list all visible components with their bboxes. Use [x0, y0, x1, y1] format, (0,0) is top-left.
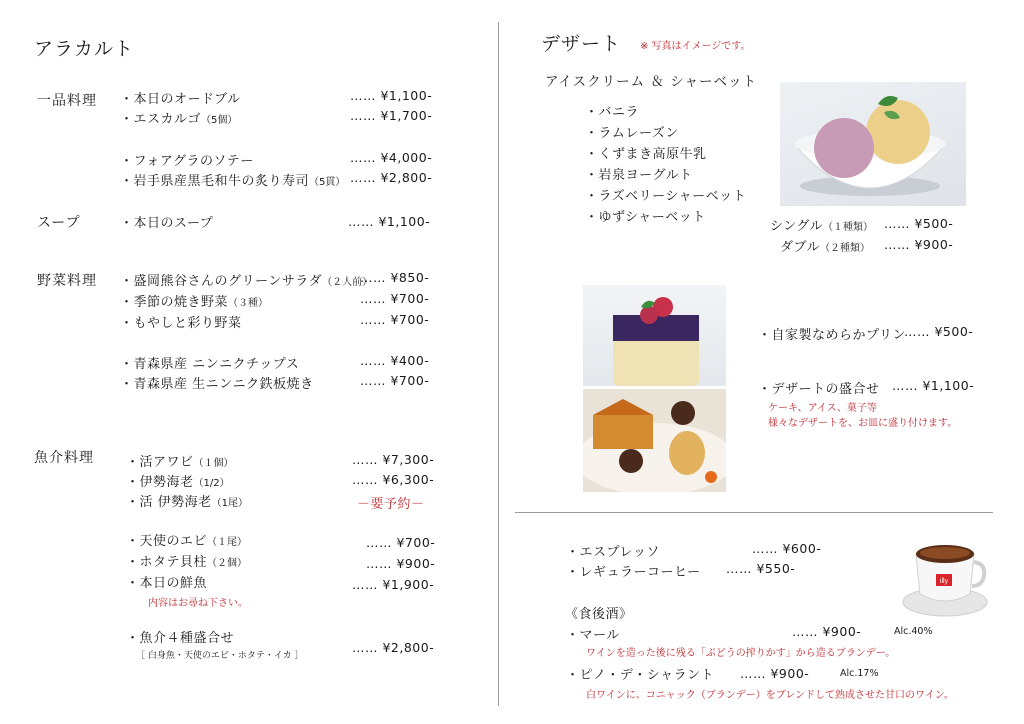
menu-price: …… ¥900- [366, 556, 436, 571]
menu-item: ・活 伊勢海老（1尾） [126, 495, 249, 510]
coffee-price: …… ¥550- [726, 561, 796, 576]
assort-price: …… ¥1,100- [892, 378, 975, 393]
double-price: …… ¥900- [884, 237, 954, 252]
ice-cream-photo [780, 82, 966, 206]
ice-cream-bowl-icon [780, 82, 966, 206]
menu-item: ・伊勢海老（1/2） [126, 475, 230, 490]
menu-item: ・天使のエビ（１尾） [126, 534, 248, 549]
pudding-photo [583, 285, 726, 386]
flavor-item: ・くずまき高原牛乳 [585, 147, 707, 162]
menu-item: ・もやしと彩り野菜 [120, 316, 242, 331]
menu-item: ・エスカルゴ（5個） [120, 112, 238, 127]
photo-note: ※ 写真はイメージです。 [640, 41, 751, 52]
dessert-plate-icon [583, 389, 726, 492]
assort-item: ・デザートの盛合せ [758, 382, 880, 397]
menu-price: …… ¥700- [366, 535, 436, 550]
flavor-item: ・バニラ [585, 105, 640, 120]
dessert-plate-photo [583, 389, 726, 492]
pudding-glass-icon [583, 285, 726, 386]
menu-item: ・本日の鮮魚 [126, 576, 208, 591]
menu-price: …… ¥700- [360, 312, 430, 327]
coffee-item: ・レギュラーコーヒー [566, 565, 701, 580]
pineau-item: ・ピノ・デ・シャラント [566, 668, 715, 683]
menu-price: …… ¥700- [360, 291, 430, 306]
pudding-item: ・自家製なめらかプリン [758, 328, 906, 343]
menu-item: ・本日のスープ [120, 216, 214, 231]
marc-price: …… ¥900- [792, 624, 862, 639]
pineau-price: …… ¥900- [740, 666, 810, 681]
menu-price: …… ¥1,100- [350, 88, 433, 103]
digestif-heading: 《食後酒》 [565, 607, 633, 622]
marc-item: ・マール [566, 628, 620, 643]
drinks-divider [515, 512, 993, 513]
espresso-cup-icon [900, 532, 990, 622]
menu-item: ・本日のオードブル [120, 92, 241, 107]
illy-logo: illy [939, 578, 949, 585]
marc-alc: Alc.40% [894, 626, 933, 637]
dessert-title: デザート [541, 33, 622, 55]
pineau-note: 白ワインに、コニャック（ブランデー）をブレンドして熟成させた甘口のワイン。 [586, 690, 954, 701]
assort-note-2: 様々なデザートを、お皿に盛り付けます。 [768, 418, 958, 429]
menu-price: …… ¥850- [360, 270, 430, 285]
menu-item: ・ホタテ貝柱（２個） [126, 555, 248, 570]
menu-item: ・岩手県産黒毛和牛の炙り寿司（5貫） [120, 174, 346, 189]
menu-price: …… ¥4,000- [350, 150, 433, 165]
double-size: ダブル（２種類） [780, 240, 870, 255]
mix-note: ［ 白身魚・天使のエビ・ホタテ・イカ ］ [136, 651, 304, 661]
flavor-item: ・岩泉ヨーグルト [585, 168, 693, 183]
fish-note: 内容はお尋ね下さい。 [148, 598, 248, 609]
assort-note-1: ケーキ、アイス、菓子等 [768, 403, 877, 414]
category-gyokai: 魚介料理 [34, 450, 94, 466]
menu-item: ・季節の焼き野菜（３種） [120, 295, 269, 310]
menu-price: …… ¥7,300- [352, 452, 435, 467]
alacarte-title: アラカルト [34, 38, 135, 60]
pineau-alc: Alc.17% [840, 668, 879, 679]
category-ippin: 一品料理 [37, 93, 97, 109]
menu-price: …… ¥400- [360, 353, 430, 368]
single-price: …… ¥500- [884, 216, 954, 231]
espresso-price: …… ¥600- [752, 541, 822, 556]
flavor-item: ・ラムレーズン [585, 126, 679, 141]
single-size: シングル（１種類） [770, 219, 874, 234]
menu-item: ・フォアグラのソテー [120, 154, 254, 169]
espresso-item: ・エスプレッソ [566, 545, 660, 560]
reservation-required-note: －要予約－ [357, 497, 425, 512]
menu-price: …… ¥2,800- [350, 170, 433, 185]
category-yasai: 野菜料理 [37, 273, 97, 289]
menu-price: …… ¥1,700- [350, 108, 433, 123]
menu-item: ・盛岡熊谷さんのグリーンサラダ（２人前） [120, 274, 373, 289]
flavor-item: ・ラズベリーシャーベット [585, 189, 747, 204]
center-divider [498, 22, 499, 706]
menu-price: …… ¥1,900- [352, 577, 435, 592]
coffee-photo [900, 532, 990, 622]
pudding-price: …… ¥500- [904, 324, 974, 339]
flavor-item: ・ゆずシャーベット [585, 210, 706, 225]
menu-item: ・青森県産 ニンニクチップス [120, 357, 300, 372]
marc-note: ワインを造った後に残る「ぶどうの搾りかす」から造るブランデー。 [586, 648, 896, 659]
menu-price: …… ¥2,800- [352, 640, 435, 655]
ice-heading: アイスクリーム ＆ シャーベット [545, 74, 757, 90]
category-soup: スープ [37, 215, 81, 231]
menu-price: …… ¥1,100- [348, 214, 431, 229]
menu-price: …… ¥6,300- [352, 472, 435, 487]
menu-price: …… ¥700- [360, 373, 430, 388]
menu-item: ・活アワビ（１個） [126, 455, 234, 470]
menu-item: ・魚介４種盛合せ [126, 631, 235, 646]
menu-item: ・青森県産 生ニンニク鉄板焼き [120, 377, 314, 392]
